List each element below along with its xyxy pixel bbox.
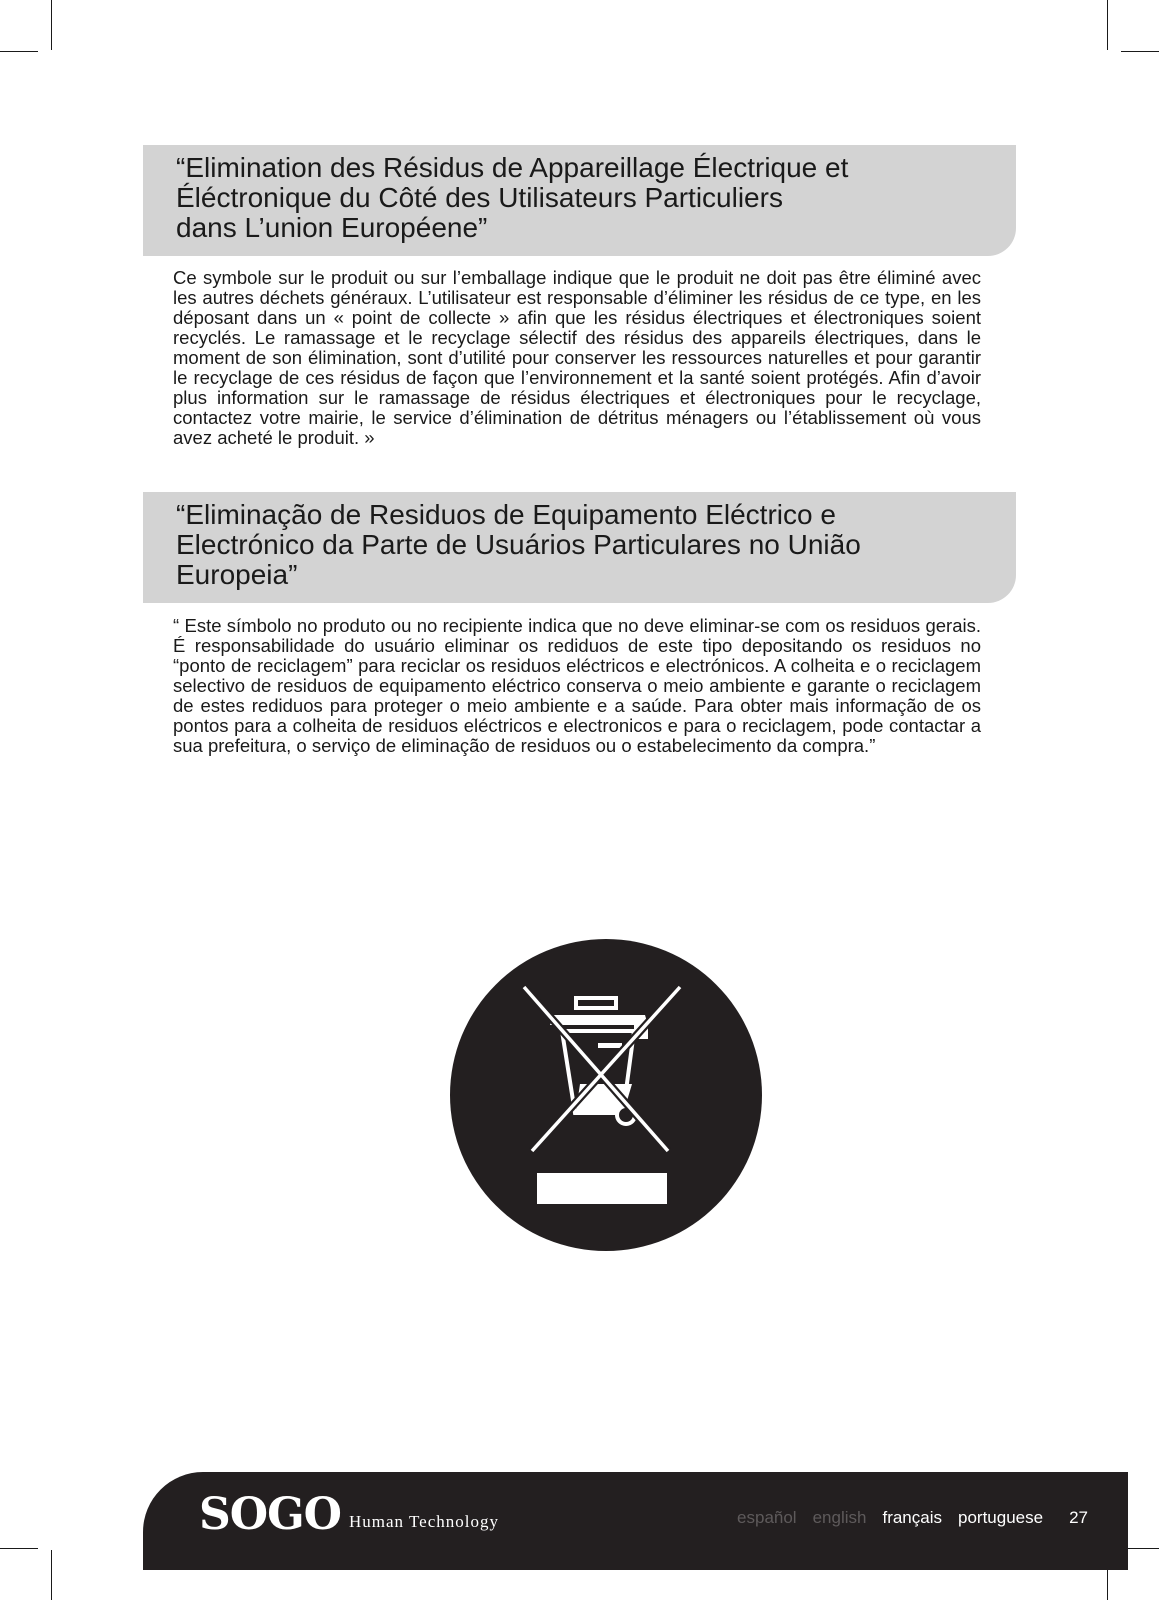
brand-logo: SOGO bbox=[199, 1489, 342, 1540]
section-body-portuguese: “ Este símbolo no produto ou no recipiente indica que no deve eliminar-se com os residuos gerais. É responsabilidade do usuário eliminar os rediduos de este tipo depositando os residuos no “ponto de reciclagem” para reciclar os residuos eléctricos e electrónicos. A colheita e o reciclagem selectivo de residuos de equipamento eléctrico conserva o meio ambiente e garante o reciclagem de estes rediduos para proteger o meio ambiente e a saúde. Para obter mais informação de os pontos para a colheita de residuos eléctricos e electronicos e para o reciclagem, pode contactar a sua prefeitura, o serviço de eliminação de residuos ou o estabelecimento da compra.” bbox=[173, 615, 981, 756]
section-banner-portuguese bbox=[143, 492, 1016, 603]
title-line: Electrónico da Parte de Usuários Particulares no União bbox=[176, 529, 861, 560]
page-footer bbox=[143, 1472, 1128, 1570]
crop-mark bbox=[0, 51, 38, 52]
lang-francais[interactable]: français bbox=[882, 1508, 942, 1527]
page-number: 27 bbox=[1069, 1508, 1088, 1527]
crop-mark bbox=[51, 0, 52, 50]
title-line: Europeia” bbox=[176, 559, 298, 590]
section-banner-french bbox=[143, 145, 1016, 256]
title-line: “Eliminação de Residuos de Equipamento Eléctrico e bbox=[176, 499, 836, 530]
section-title-portuguese bbox=[176, 500, 1016, 590]
brand-tagline: Human Technology bbox=[349, 1512, 499, 1531]
title-line: “Elimination des Résidus de Appareillage Électrique et bbox=[176, 152, 849, 183]
title-line: dans L’union Européene” bbox=[176, 212, 488, 243]
language-nav bbox=[737, 1508, 1088, 1528]
crop-mark bbox=[51, 1550, 52, 1600]
section-body-french: Ce symbole sur le produit ou sur l’emballage indique que le produit ne doit pas être éliminé avec les autres déchets généraux. L’utilisateur est responsable d’éliminer les résidus de ce type, en les déposant dans un « point de collecte » afin que les résidus électriques et électroniques soient recyclés. Le ramassage et le recyclage sélectif des résidus des appareils électriques, dans le moment de son élimination, sont d’utilité pour conserver les ressources naturelles et pour garantir le recyclage de ces résidus de façon que l’environnement et la santé soient protégés. Afin d’avoir plus information sur le ramassage de résidus électriques et électroniques pour le recyclage, contactez votre mairie, le service d’élimination de détritus ménagers ou l’établissement où vous avez acheté le produit. » bbox=[173, 267, 981, 448]
title-line: Éléctronique du Côté des Utilisateurs Particuliers bbox=[176, 182, 783, 213]
crop-mark bbox=[1121, 51, 1159, 52]
lang-english[interactable]: english bbox=[812, 1508, 867, 1527]
lang-portuguese[interactable]: portuguese bbox=[958, 1508, 1044, 1527]
lang-espanol[interactable]: español bbox=[737, 1508, 797, 1527]
crop-mark bbox=[0, 1548, 38, 1549]
crop-mark bbox=[1107, 0, 1108, 50]
section-title-french bbox=[176, 153, 1016, 243]
crossed-out-wheelie-bin-icon bbox=[450, 939, 762, 1251]
